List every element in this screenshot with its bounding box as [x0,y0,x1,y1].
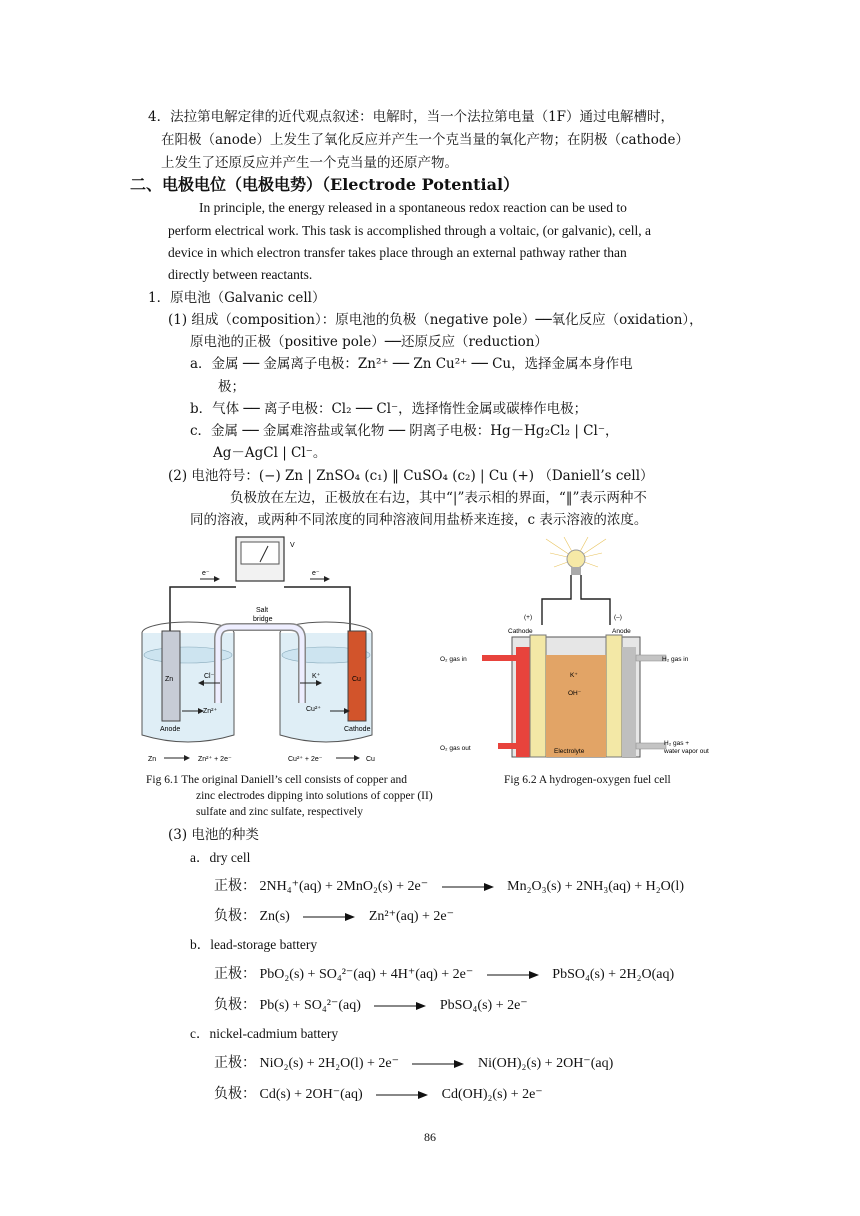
products: PbSO₄(s) + 2e⁻ [439,998,528,1013]
reactants: NiO₂(s) + 2H₂O(l) + 2e⁻ [259,1056,399,1071]
equation-label: 正极： [214,879,256,894]
bottom-cu-equation: Cu²⁺ + 2e⁻ [288,756,323,763]
reaction-arrow-icon [442,882,494,892]
salt-label: Salt [256,607,269,614]
p4-line-3: 上发生了还原反应并产生一个克当量的还原产物。 [161,155,458,171]
zinc-ion-label: Zn²⁺ [203,708,218,715]
fig1-caption-line-1: Fig 6.1 The original Daniell’s cell consists of copper and [146,774,408,786]
intro-line-2: perform electrical work. This task is accomplished through a voltaic, (or galvanic), cell, a [168,223,651,238]
electrode-a-line-1: a．金属 ── 金属离子电极：Zn²⁺ ── Zn Cu²⁺ ── Cu，选择金属本身作电 [190,356,633,372]
fuel-anode-label: Anode [612,628,631,635]
fuel-potassium-label: K⁺ [570,672,578,679]
composition-line-1: (1) 组成（composition）：原电池的负极（negative pole）──氧化反应（oxidation）， [168,312,703,328]
galvanic-heading: 1．原电池（Galvanic cell） [148,290,326,306]
reactants: Pb(s) + SO₄²⁻(aq) [259,998,361,1013]
electrolyte-label: Electrolyte [554,748,585,755]
composition-line-2: 原电池的正极（positive pole）──还原反应（reduction） [190,334,548,350]
hydroxide-label: OH⁻ [568,690,582,697]
products: Zn²⁺(aq) + 2e⁻ [368,909,455,924]
cu-electrode-label: Cu [352,676,361,683]
reaction-arrow-icon [487,970,539,980]
electron-right-label: e⁻ [312,570,320,577]
intro-line-4: directly between reactants. [168,267,313,282]
cathode-label: Cathode [344,726,371,733]
products: Mn₂O₃(s) + 2NH₃(aq) + H₂O(l) [507,879,684,894]
fig2-caption: Fig 6.2 A hydrogen-oxygen fuel cell [504,774,671,786]
equation-label: 正极： [214,967,256,982]
fig1-caption-line-2: zinc electrodes dipping into solutions of copper (II) [196,790,433,802]
fig1-caption-line-3: sulfate and zinc sulfate, respectively [196,806,363,818]
bottom-cu-label: Cu [366,756,375,763]
reaction-arrow-icon [412,1059,464,1069]
negative-terminal-label: (–) [614,614,622,621]
equation-label: 正极： [214,1056,256,1071]
equation-label: 负极： [214,998,256,1013]
zn-electrode-label: Zn [165,676,174,683]
products: Cd(OH)₂(s) + 2e⁻ [441,1087,543,1102]
dry-cell-negative-equation [214,908,454,926]
lead-negative-equation [214,997,528,1015]
cell-symbol-desc-2: 同的溶液，或两种不同浓度的同种溶液间用盐桥来连接，c 表示溶液的浓度。 [190,512,648,528]
copper-ion-label: Cu²⁺ [306,706,321,713]
bottom-zn-label: Zn [148,756,157,763]
electron-left-label: e⁻ [202,570,210,577]
page-number: 86 [424,1130,436,1144]
bridge-label: bridge [253,616,273,623]
oxygen-out-label: O₂ gas out [440,745,471,752]
p4-line-1: 4．法拉第电解定律的近代观点叙述：电解时，当一个法拉第电量（1F）通过电解槽时， [148,109,675,125]
positive-terminal-label: (+) [524,614,533,621]
lead-positive-equation [214,966,674,984]
chloride-ion-label: Cl⁻ [204,673,215,680]
water-vapor-out-label: water vapor out [664,748,709,755]
nicd-heading: c．nickel-cadmium battery [190,1026,339,1041]
section-title: 二、电极电位（电极电势）（Electrode Potential） [130,175,520,194]
equation-label: 负极： [214,909,256,924]
hydrogen-out-label: H₂ gas + [664,740,690,747]
electrode-c-line-1: c．金属 ── 金属难溶盐或氧化物 ── 阴离子电极：Hg－Hg₂Cl₂ | Cl⁻， [190,423,619,439]
dry-cell-heading: a．dry cell [190,850,251,865]
reactants: 2NH₄⁺(aq) + 2MnO₂(s) + 2e⁻ [259,879,429,894]
reactants: PbO₂(s) + SO₄²⁻(aq) + 4H⁺(aq) + 2e⁻ [259,967,474,982]
cell-symbol-line: (2) 电池符号：(−) Zn | ZnSO₄ (c₁) ‖ CuSO₄ (c₂) | Cu (+) （Daniell’s cell） [168,468,654,484]
reactants: Cd(s) + 2OH⁻(aq) [259,1087,363,1102]
fuel-cathode-label: Cathode [508,628,533,635]
daniell-cell-figure [140,535,412,765]
electrode-c-line-2: Ag－AgCl | Cl⁻。 [213,445,327,461]
nicd-positive-equation [214,1055,613,1073]
anode-label: Anode [160,726,181,733]
products: PbSO₄(s) + 2H₂O(aq) [552,967,675,982]
types-heading: (3) 电池的种类 [168,827,259,843]
reaction-arrow-icon [374,1001,426,1011]
intro-line-3: device in which electron transfer takes place through an external pathway rather than [168,245,627,260]
equation-label: 负极： [214,1087,256,1102]
reaction-arrow-icon [303,912,355,922]
cell-symbol-desc-1: 负极放在左边，正极放在右边，其中“|”表示相的界面，“‖”表示两种不 [230,490,647,506]
hydrogen-in-label: H₂ gas in [662,656,689,663]
electrode-a-line-2: 极； [218,379,245,395]
dry-cell-positive-equation [214,878,684,896]
reaction-arrow-icon [376,1090,428,1100]
p4-line-2: 在阳极（anode）上发生了氧化反应并产生一个克当量的氧化产物；在阴极（cathode） [161,132,689,148]
reactants: Zn(s) [259,909,290,924]
oxygen-in-label: O₂ gas in [440,656,467,663]
electrode-b-line: b．气体 ── 离子电极：Cl₂ ── Cl⁻，选择惰性金属或碳棒作电极； [190,401,588,417]
products: Ni(OH)₂(s) + 2OH⁻(aq) [477,1056,614,1071]
bottom-zn-equation: Zn²⁺ + 2e⁻ [198,756,232,763]
fuel-cell-figure [438,537,714,763]
intro-line-1: In principle, the energy released in a spontaneous redox reaction can be used to [199,200,627,215]
lead-storage-heading: b．lead-storage battery [190,937,318,952]
voltmeter-label: V [290,542,295,549]
potassium-ion-label: K⁺ [312,673,321,680]
nicd-negative-equation [214,1086,543,1104]
